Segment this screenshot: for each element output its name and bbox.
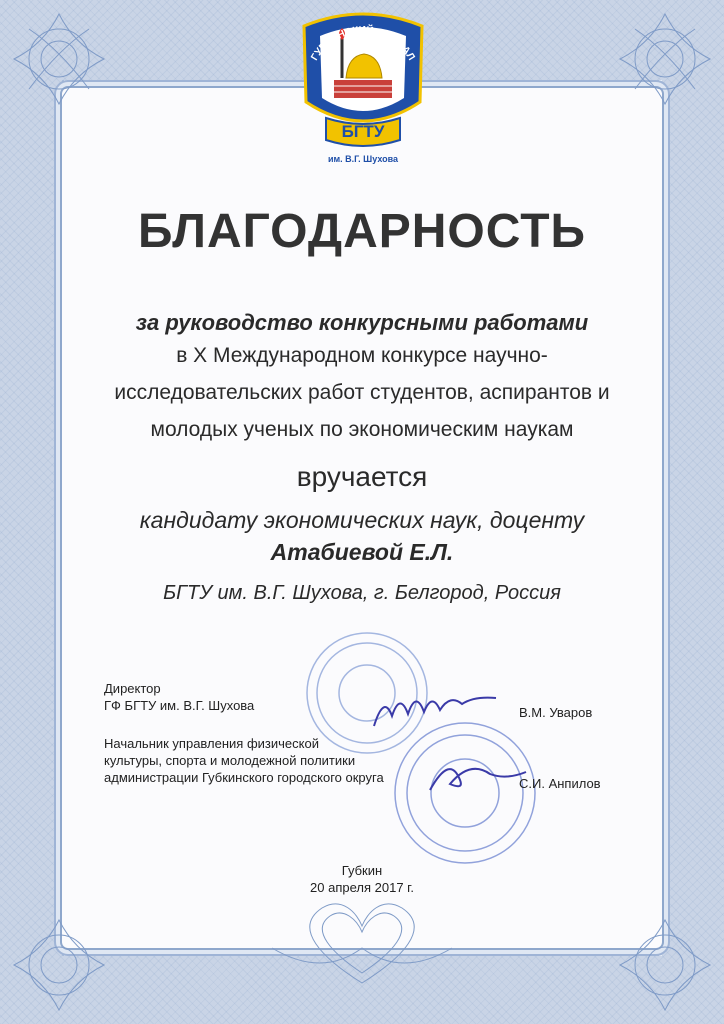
- logo-name: БГТУ: [341, 122, 385, 141]
- recipient-organization: БГТУ им. В.Г. Шухова, г. Белгород, Россия: [163, 582, 561, 604]
- director-role: ГФ БГТУ им. В.Г. Шухова: [104, 698, 255, 713]
- recipient-name: Атабиевой Е.Л.: [270, 539, 454, 565]
- date: 20 апреля 2017 г.: [310, 880, 414, 895]
- corner-ornament-icon: [4, 910, 114, 1020]
- head-role: культуры, спорта и молодежной политики: [104, 753, 356, 768]
- head-role: Начальник управления физической: [104, 736, 319, 751]
- awarded-label: вручается: [296, 461, 428, 492]
- bgtu-logo-icon: [296, 6, 430, 170]
- logo-subname: им. В.Г. Шухова: [327, 154, 399, 164]
- head-signature-icon: [420, 750, 530, 800]
- description-line: в X Международном конкурсе научно-: [176, 344, 548, 367]
- director-signature-icon: [370, 686, 500, 732]
- corner-ornament-icon: [4, 4, 114, 114]
- description-line: исследовательских работ студентов, аспирантов и: [114, 381, 610, 404]
- subtitle: за руководство конкурсными работами: [135, 310, 589, 335]
- director-role: Директор: [104, 681, 161, 696]
- certificate-title: БЛАГОДАРНОСТЬ: [137, 205, 587, 258]
- corner-ornament-icon: [610, 4, 720, 114]
- place: Губкин: [341, 863, 383, 878]
- head-role: администрации Губкинского городского округа: [104, 770, 384, 785]
- head-name: С.И. Анпилов: [519, 776, 601, 791]
- description-line: молодых ученых по экономическим наукам: [150, 418, 574, 441]
- recipient-title: кандидату экономических наук, доценту: [139, 507, 585, 533]
- director-name: В.М. Уваров: [519, 705, 593, 720]
- logo-arc-text: ГУБКИНСКИЙ ФИЛИАЛ: [309, 24, 417, 63]
- corner-ornament-icon: [610, 910, 720, 1020]
- heart-ornament-icon: [262, 888, 462, 998]
